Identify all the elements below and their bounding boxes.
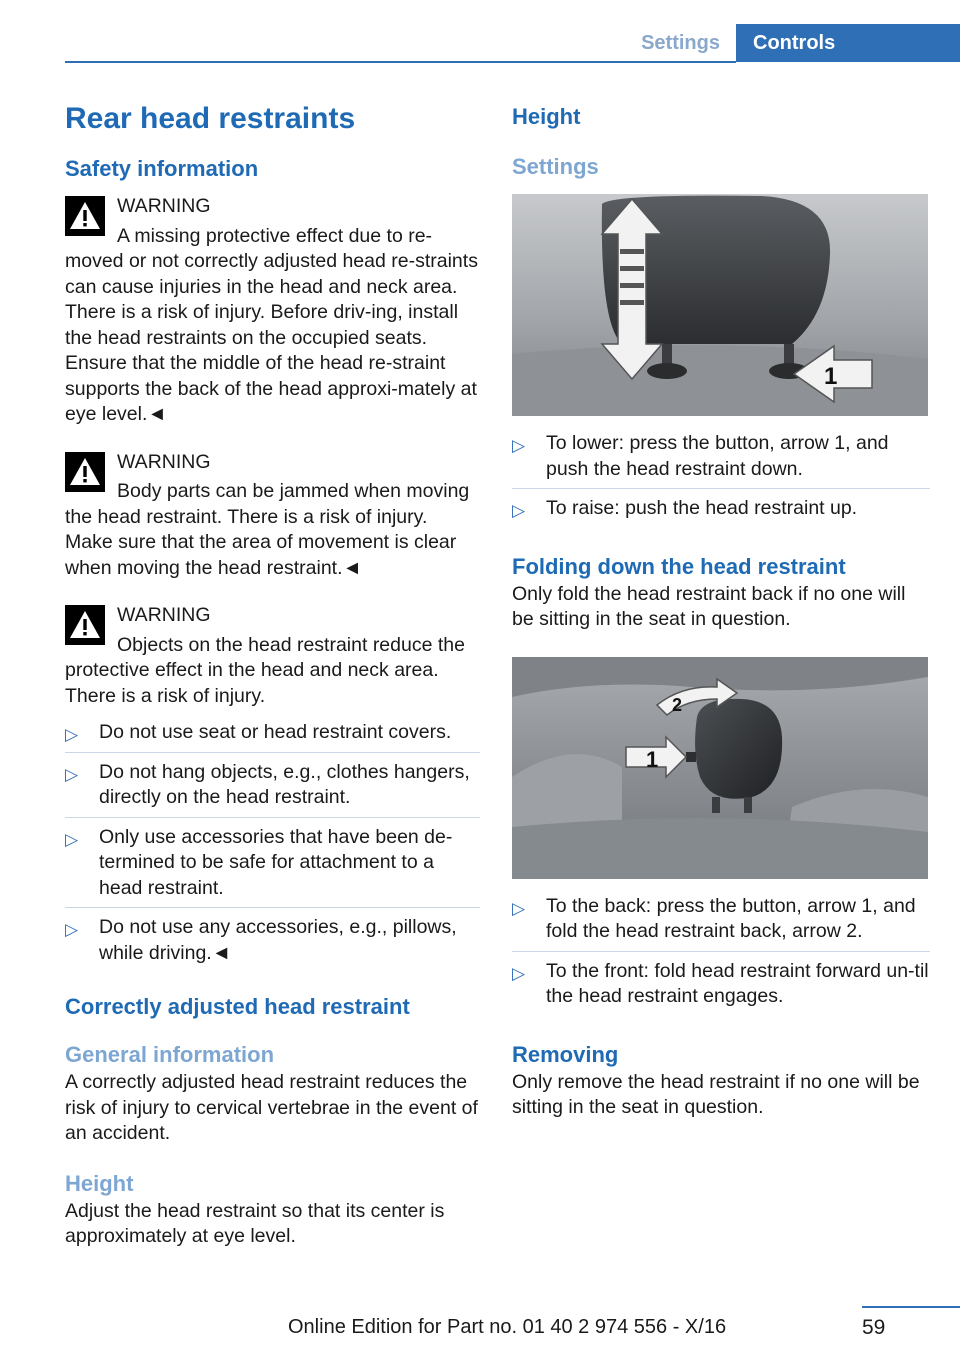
list-item: ▷ Do not use seat or head restraint covers. <box>65 713 480 752</box>
page-title: Rear head restraints <box>65 102 356 135</box>
general-heading: General information <box>65 1042 275 1067</box>
warning-label: WARNING <box>117 195 211 217</box>
warning-triangle-icon <box>65 605 105 645</box>
triangle-bullet-icon: ▷ <box>65 725 79 744</box>
header-section-settings: Settings <box>641 32 720 54</box>
figure-callout-2: 2 <box>672 694 683 715</box>
page-header <box>0 24 960 62</box>
height-heading-right: Height <box>512 104 581 129</box>
warning-text: Objects on the head restraint reduce the protective effect in the head and neck area. There is a risk of injury. <box>65 633 465 707</box>
header-section-controls: Controls <box>736 24 960 62</box>
triangle-bullet-icon: ▷ <box>65 920 79 939</box>
triangle-bullet-icon: ▷ <box>65 829 79 849</box>
footer-edition: Online Edition for Part no. 01 40 2 974 556 - X/16 <box>288 1316 727 1338</box>
header-rule <box>65 61 736 63</box>
removing-heading: Removing <box>512 1041 619 1067</box>
triangle-bullet-icon: ▷ <box>512 963 526 983</box>
warning-block-2 <box>65 450 480 582</box>
warning-text: A missing protective effect due to re-moved or not correctly adjusted head re-straints can cause injuries in the head and neck area. There is a risk of injury. Before driv-ing, install the head restraints on the occupied seats. Ensure that the middle of the head re-straint supports the back of the head approxi-mately at eye level.◄ <box>65 224 478 425</box>
left-column <box>65 96 480 1250</box>
warning-text: Body parts can be jammed when moving the head restraint. There is a risk of injury. Make sure that the area of movement is clear when moving the head restraint.◄ <box>65 480 470 579</box>
triangle-bullet-icon: ▷ <box>65 764 79 784</box>
list-item: ▷ To the back: press the button, arrow 1, and fold the head restraint back, arrow 2. <box>512 894 916 942</box>
warning-block-3 <box>65 603 480 709</box>
warning-triangle-icon <box>65 196 105 236</box>
page-number: 59 <box>862 1316 886 1339</box>
list-item: ▷ To lower: press the button, arrow 1, and push the head restraint down. <box>512 432 889 480</box>
list-item: ▷ Do not use any accessories, e.g., pillows, while driving.◄ <box>65 907 480 972</box>
folding-figure <box>512 657 928 879</box>
height-adjust-figure <box>512 194 928 416</box>
settings-bullet-list <box>512 424 930 528</box>
figure-callout-1: 1 <box>646 746 659 772</box>
triangle-bullet-icon: ▷ <box>512 501 526 520</box>
list-item: ▷ Only use accessories that have been de-termined to be safe for attachment to a head restraint. <box>65 817 480 908</box>
height-heading: Height <box>65 1170 134 1196</box>
height-text: Adjust the head restraint so that its center is approximately at eye level. <box>65 1199 445 1247</box>
settings-heading: Settings <box>512 154 599 179</box>
folding-text: Only fold the head restraint back if no one will be sitting in the seat in question. <box>512 582 906 630</box>
right-column <box>512 96 930 1121</box>
figure-callout-1: 1 <box>824 363 838 390</box>
general-text: A correctly adjusted head restraint reduces the risk of injury to cervical vertebrae in the event of an accident. <box>65 1071 478 1144</box>
triangle-bullet-icon: ▷ <box>512 898 526 918</box>
warning-label: WARNING <box>117 604 211 626</box>
warning-block-1 <box>65 194 480 428</box>
warning-label: WARNING <box>117 450 211 473</box>
folding-heading: Folding down the head restraint <box>512 553 846 579</box>
list-item: ▷ To the front: fold head restraint forward un-til the head restraint engages. <box>512 951 930 1016</box>
removing-text: Only remove the head restraint if no one will be sitting in the seat in question. <box>512 1070 920 1118</box>
list-item: ▷ To raise: push the head restraint up. <box>512 488 930 528</box>
warning-bullet-list <box>65 713 480 972</box>
safety-heading: Safety information <box>65 156 259 181</box>
footer-rule <box>862 1306 960 1308</box>
list-item: ▷ Do not hang objects, e.g., clothes hangers, directly on the head restraint. <box>65 752 480 817</box>
correct-heading: Correctly adjusted head restraint <box>65 994 410 1019</box>
triangle-bullet-icon: ▷ <box>512 436 526 455</box>
folding-bullet-list <box>512 887 930 1016</box>
warning-triangle-icon <box>65 452 105 492</box>
